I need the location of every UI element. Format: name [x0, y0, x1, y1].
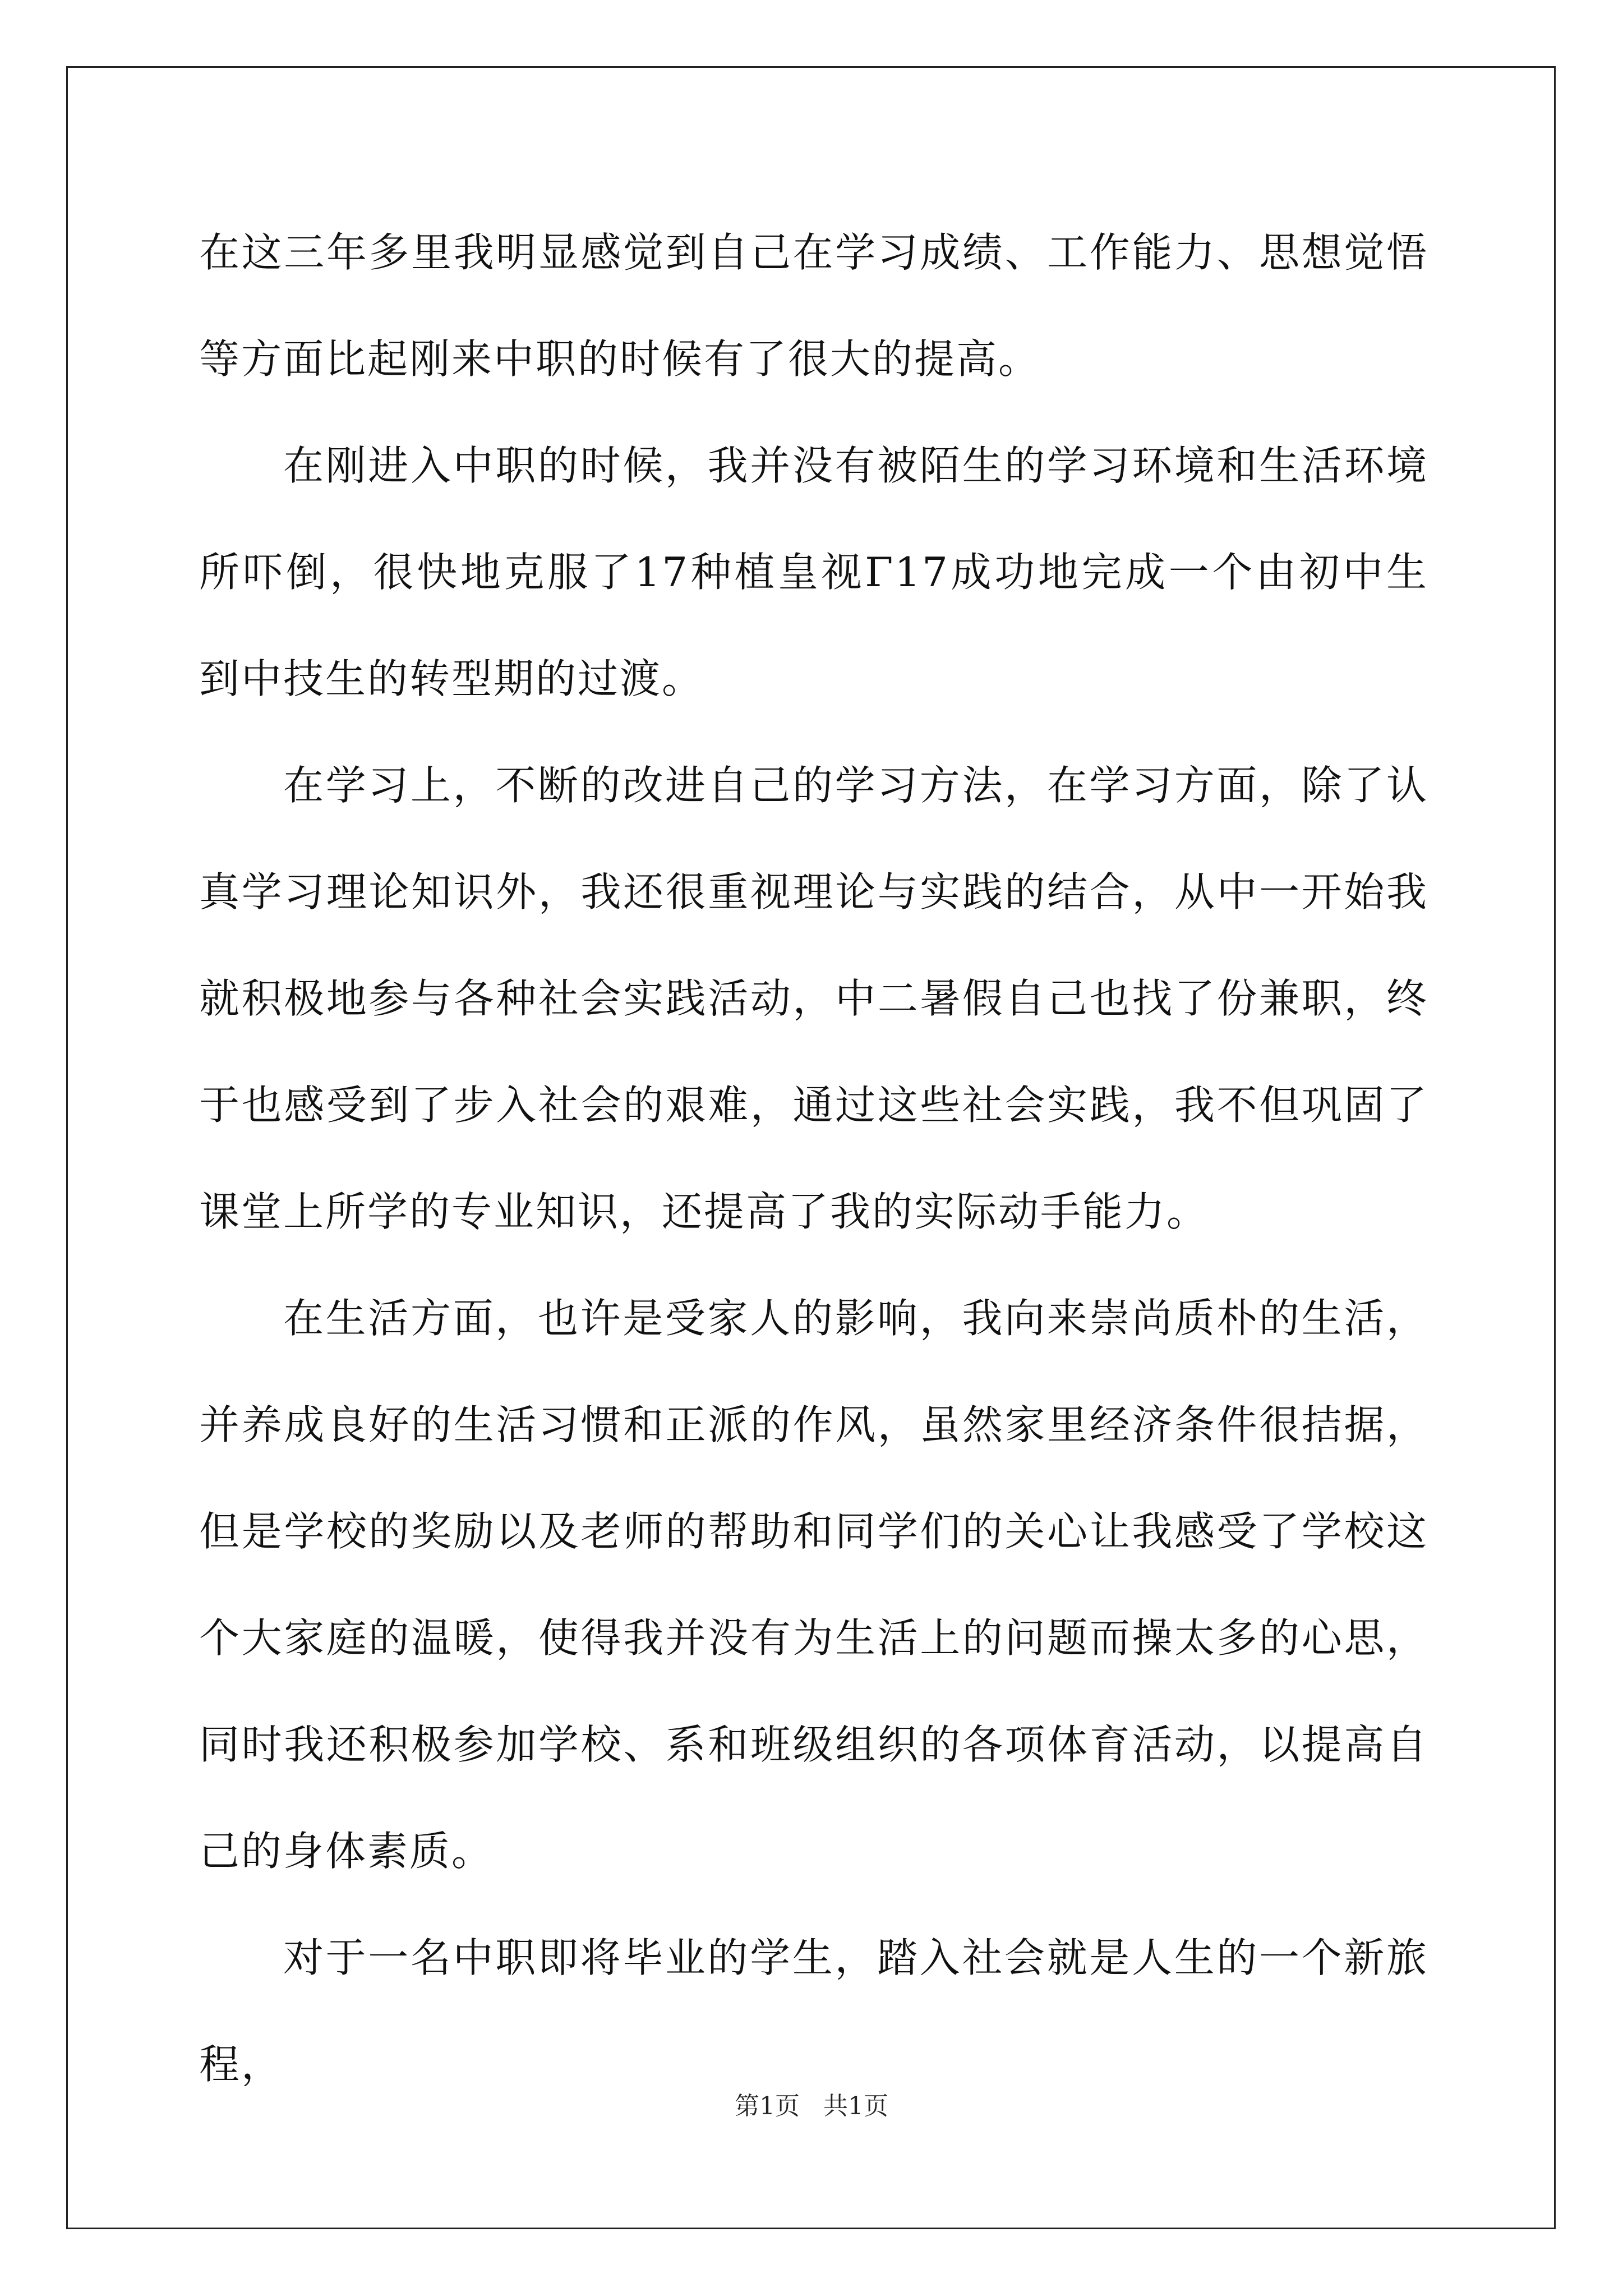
page-total: 共1页	[823, 2092, 888, 2120]
paragraph-1: 在这三年多里我明显感觉到自己在学习成绩、工作能力、思想觉悟等方面比起刚来中职的时候有了很大的提高。	[199, 229, 1428, 383]
page-number: 第1页	[735, 2092, 800, 2120]
page-footer	[0, 2090, 1623, 2123]
footer-spacer	[800, 2092, 823, 2120]
paragraph-5: 对于一名中职即将毕业的学生，踏入社会就是人生的一个新旅程，	[199, 1934, 1428, 2088]
document-body	[199, 199, 1428, 2118]
paragraph-2: 在刚进入中职的时候，我并没有被陌生的学习环境和生活环境所吓倒，很快地克服了17种植皇视Γ17成功地完成一个由初中生到中技生的转型期的过渡。	[199, 442, 1428, 702]
paragraph-3: 在学习上，不断的改进自己的学习方法，在学习方面，除了认真学习理论知识外，我还很重视理论与实践的结合，从中一开始我就积极地参与各种社会实践活动，中二暑假自己也找了份兼职，终于也感受到了步入社会的艰难，通过这些社会实践，我不但巩固了课堂上所学的专业知识，还提高了我的实际动手能力。	[199, 762, 1428, 1235]
paragraph-4: 在生活方面，也许是受家人的影响，我向来崇尚质朴的生活，并养成良好的生活习惯和正派的作风，虽然家里经济条件很拮据，但是学校的奖励以及老师的帮助和同学们的关心让我感受了学校这个大家庭的温暖，使得我并没有为生活上的问题而操太多的心思，同时我还积极参加学校、系和班级组织的各项体育活动，以提高自己的身体素质。	[199, 1295, 1428, 1875]
